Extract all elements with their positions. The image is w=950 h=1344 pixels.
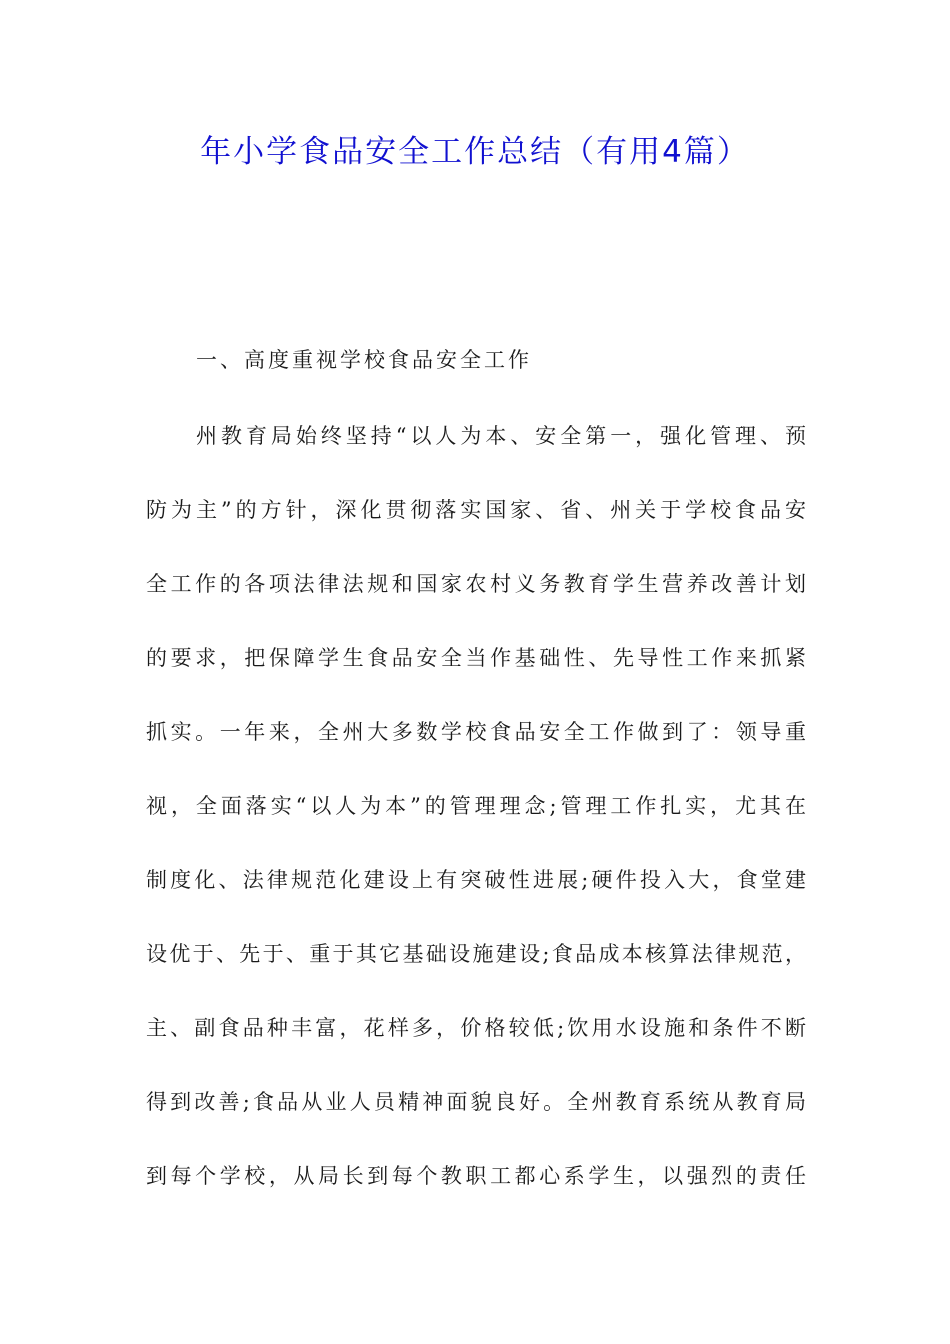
paragraph-line: 防为主”的方针，深化贯彻落实国家、省、州关于学校食品安 [146,498,806,522]
paragraph-line: 得到改善;食品从业人员精神面貌良好。全州教育系统从教育局 [146,1090,806,1114]
paragraph-line: 的要求，把保障学生食品安全当作基础性、先导性工作来抓紧 [146,646,806,670]
paragraph-line: 主、副食品种丰富，花样多，价格较低;饮用水设施和条件不断 [146,1016,806,1040]
document-title: 年小学食品安全工作总结（有用4篇） [200,134,750,170]
paragraph-line: 视，全面落实“以人为本”的管理理念;管理工作扎实，尤其在 [146,794,806,818]
paragraph-line: 全工作的各项法律法规和国家农村义务教育学生营养改善计划 [146,572,806,596]
paragraph-line: 到每个学校，从局长到每个教职工都心系学生，以强烈的责任 [146,1164,806,1188]
section-heading: 一、高度重视学校食品安全工作 [196,348,532,372]
paragraph-line: 抓实。一年来，全州大多数学校食品安全工作做到了：领导重 [146,720,806,744]
paragraph-line: 州教育局始终坚持“以人为本、安全第一，强化管理、预 [196,424,806,448]
paragraph-line: 制度化、法律规范化建设上有突破性进展;硬件投入大，食堂建 [146,868,806,892]
paragraph-line: 设优于、先于、重于其它基础设施建设;食品成本核算法律规范， [146,942,806,966]
